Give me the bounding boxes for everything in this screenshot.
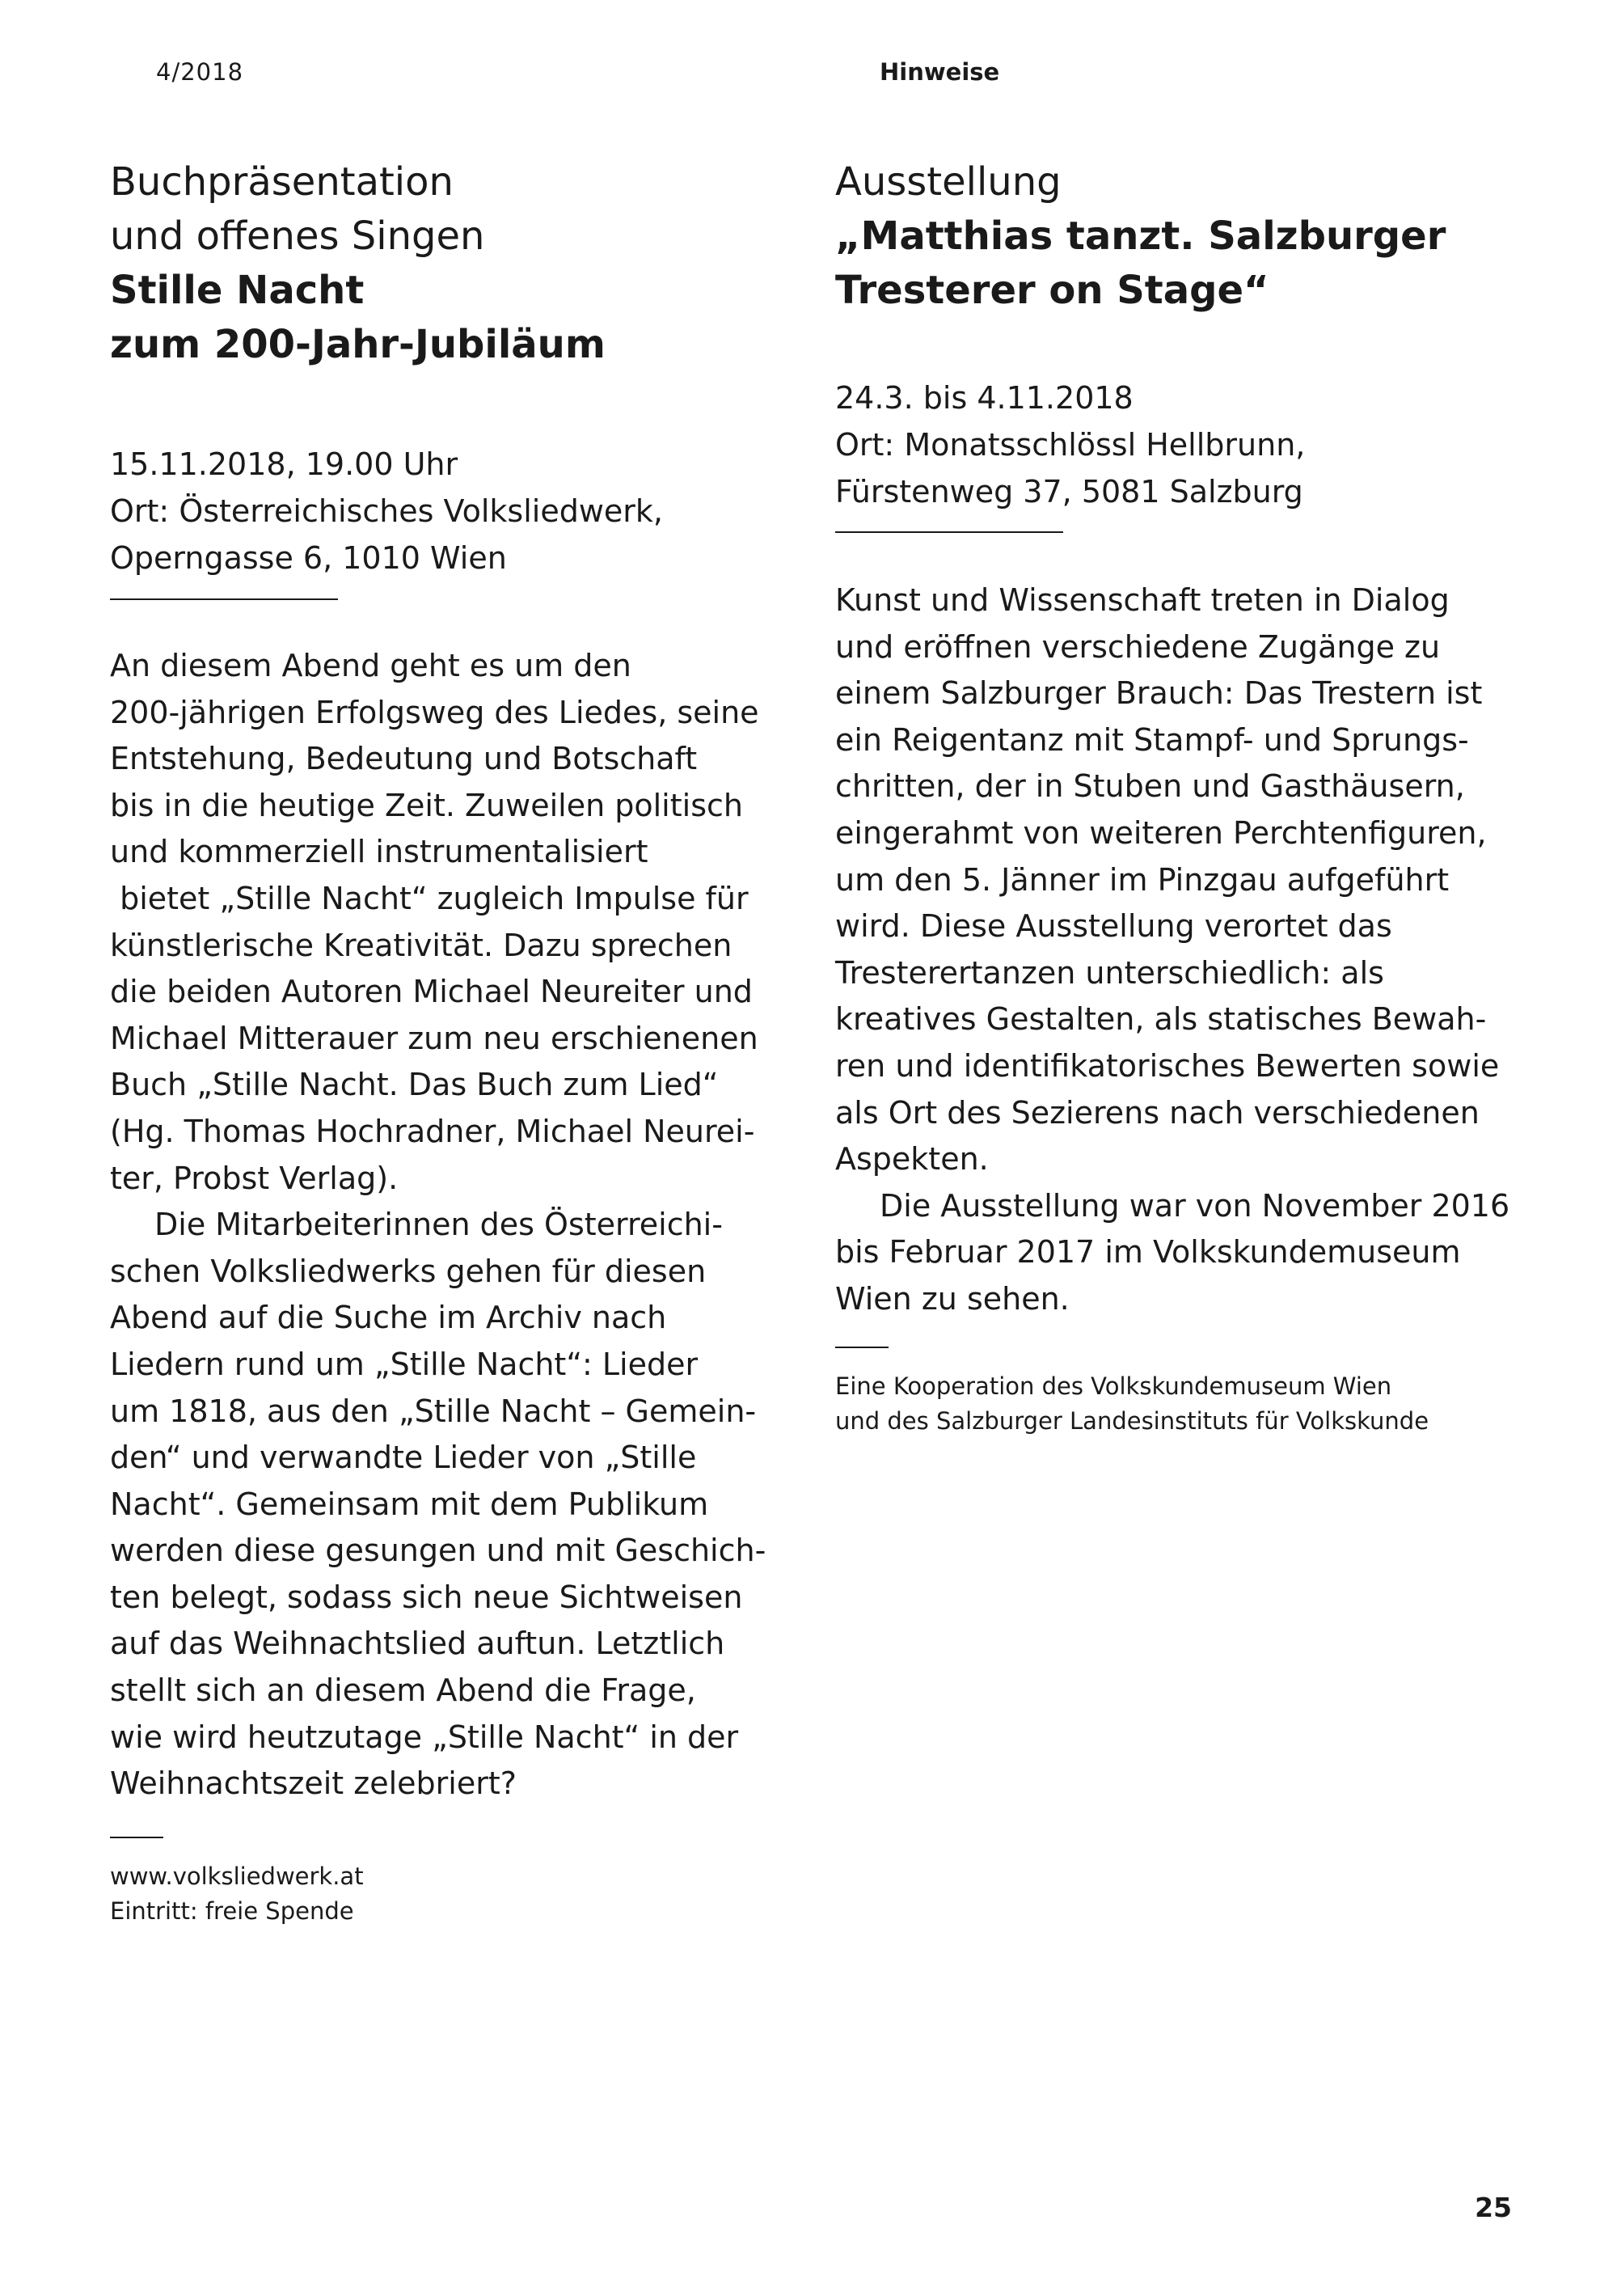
text-line: Entstehung, Bedeutung und Botschaft [110, 741, 698, 777]
text-line: um den 5. Jänner im Pinzgau aufgeführt [835, 861, 1450, 898]
text-line: eingerahmt von weiteren Perchtenfiguren, [835, 814, 1487, 851]
heading-title-line: Stille Nacht [110, 268, 365, 313]
event-location: Ort: Monatsschlössl Hellbrunn, [835, 427, 1306, 463]
text-line: und eröffnen verschiedene Zugänge zu [835, 628, 1441, 665]
text-line: ter, Probst Verlag). [110, 1160, 399, 1196]
heading-line: Buchpräsentation [110, 159, 454, 205]
event-date: 15.11.2018, 19.00 Uhr [110, 446, 458, 482]
text-line: Die Ausstellung war von November 2016 [880, 1187, 1510, 1224]
text-line: 200-jährigen Erfolgsweg des Liedes, seine [110, 694, 759, 730]
footnote-divider [110, 1837, 163, 1838]
event-address: Operngasse 6, 1010 Wien [110, 540, 507, 576]
article-exhibition [835, 155, 1539, 1439]
article-heading [110, 155, 789, 372]
text-line: wird. Diese Ausstellung verortet das [835, 908, 1392, 945]
text-line: stellt sich an diesem Abend die Frage, [110, 1672, 696, 1709]
event-location: Ort: Österreichisches Volksliedwerk, [110, 493, 663, 529]
event-address: Fürstenweg 37, 5081 Salzburg [835, 474, 1303, 510]
heading-line: und offenes Singen [110, 214, 485, 259]
text-line: An diesem Abend geht es um den [110, 648, 631, 683]
text-line: um 1818, aus den „Stille Nacht – Gemein- [110, 1393, 757, 1429]
event-meta [835, 374, 1539, 515]
text-line: und kommerziell instrumentalisiert [110, 834, 648, 870]
website-link[interactable]: www.volksliedwerk.at [110, 1862, 364, 1890]
article-heading [835, 155, 1539, 318]
text-line: Aspekten. [835, 1141, 989, 1178]
article-book-presentation [110, 155, 789, 1929]
text-line: kreatives Gestalten, als statisches Bewah- [835, 1001, 1487, 1038]
section-title: Hinweise [880, 58, 1000, 86]
heading-title-line: zum 200-Jahr-Jubiläum [110, 322, 606, 367]
text-line: ten belegt, sodass sich neue Sichtweisen [110, 1579, 743, 1615]
text-line: bis Februar 2017 im Volkskundemuseum [835, 1234, 1461, 1271]
text-line: den“ und verwandte Lieder von „Stille [110, 1440, 697, 1476]
text-line: einem Salzburger Brauch: Das Trestern ist [835, 675, 1483, 712]
text-line: bietet „Stille Nacht“ zugleich Impulse für [110, 880, 749, 916]
heading-title-line: Tresterer on Stage“ [835, 268, 1269, 313]
text-line: Die Mitarbeiterinnen des Österreichi- [154, 1207, 723, 1243]
divider [110, 598, 338, 600]
divider [835, 531, 1063, 533]
admission-note: Eintritt: freie Spende [110, 1896, 354, 1925]
text-line: künstlerische Kreativität. Dazu sprechen [110, 927, 733, 963]
article-body [835, 577, 1539, 1323]
text-line: Abend auf die Suche im Archiv nach [110, 1300, 667, 1336]
paragraph [110, 643, 789, 1202]
text-line: bis in die heutige Zeit. Zuweilen politisch [110, 787, 743, 823]
text-line: als Ort des Sezierens nach verschiedenen [835, 1094, 1480, 1131]
page-number: 25 [1475, 2192, 1512, 2223]
text-line: die beiden Autoren Michael Neureiter und [110, 974, 753, 1010]
heading-line: Ausstellung [835, 159, 1062, 205]
issue-label: 4/2018 [156, 58, 244, 86]
text-line: Nacht“. Gemeinsam mit dem Publikum [110, 1486, 709, 1522]
article-body [110, 643, 789, 1808]
cooperation-note: Eine Kooperation des Volkskundemuseum Wien [835, 1372, 1392, 1400]
text-line: Liedern rund um „Stille Nacht“: Lieder [110, 1346, 699, 1382]
footnote [835, 1369, 1539, 1439]
text-line: (Hg. Thomas Hochradner, Michael Neurei- [110, 1113, 755, 1149]
text-line: auf das Weihnachtslied auftun. Letztlich [110, 1626, 725, 1662]
text-line: werden diese gesungen und mit Geschich- [110, 1533, 766, 1569]
event-meta [110, 441, 789, 581]
event-date: 24.3. bis 4.11.2018 [835, 380, 1134, 416]
text-line: schen Volksliedwerks gehen für diesen [110, 1253, 707, 1289]
paragraph [835, 577, 1539, 1183]
text-line: Buch „Stille Nacht. Das Buch zum Lied“ [110, 1067, 719, 1103]
text-line: Kunst und Wissenschaft treten in Dialog [835, 582, 1450, 618]
text-line: ren und identifikatorisches Bewerten sowie [835, 1047, 1500, 1084]
footnote [110, 1859, 789, 1929]
paragraph [835, 1183, 1539, 1323]
text-line: Tresterertanzen unterschiedlich: als [835, 954, 1384, 991]
cooperation-note: und des Salzburger Landesinstituts für Volkskunde [835, 1406, 1429, 1435]
text-line: Weihnachtszeit zelebriert? [110, 1765, 517, 1802]
text-line: chritten, der in Stuben und Gasthäusern, [835, 768, 1465, 805]
text-line: ein Reigentanz mit Stampf- und Sprungs- [835, 721, 1469, 758]
paragraph [110, 1202, 789, 1808]
text-line: wie wird heutzutage „Stille Nacht“ in der [110, 1719, 739, 1755]
heading-title-line: „Matthias tanzt. Salzburger [835, 214, 1446, 259]
footnote-divider [835, 1347, 889, 1348]
text-line: Wien zu sehen. [835, 1280, 1070, 1317]
text-line: Michael Mitterauer zum neu erschienenen [110, 1020, 758, 1056]
